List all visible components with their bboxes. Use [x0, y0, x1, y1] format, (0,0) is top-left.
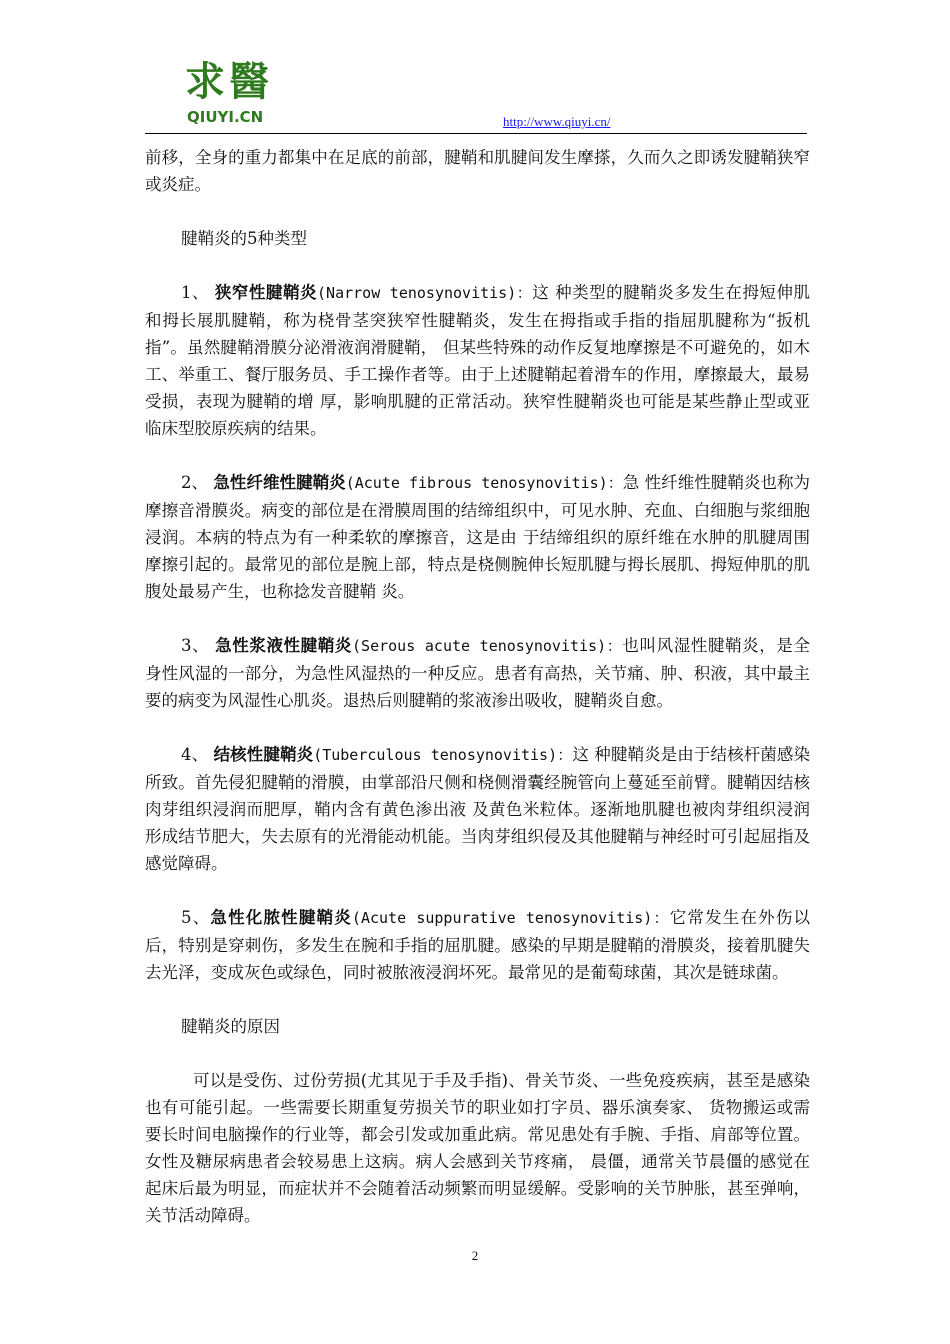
logo-glyphs: 求醫 [185, 58, 273, 105]
type-text: 也叫风湿性腱鞘炎，是全身性风湿的一部分，为急性风湿热的一种反应。患者有高热，关节痛、肿、积液，其中最主要的病变为风湿性心肌炎。退热后则腱鞘的浆液渗出吸收，腱鞘炎自愈。 [145, 636, 810, 710]
document-body [145, 144, 810, 1229]
type-label: 狭窄性腱鞘炎 [214, 283, 318, 302]
type-text: 这 种类型的腱鞘炎多发生在拇短伸肌和拇长展肌腱鞘，称为桡骨茎突狭窄性腱鞘炎，发生在拇指或手指的指屈肌腱称为“扳机指”。虽然腱鞘滑膜分泌滑液润滑腱鞘， 但某些特殊的动作反复地摩擦是不可避免的，如木工、举重工、餐厅服务员、手工操作者等。由于上述腱鞘起着滑车的作用，摩擦最大，最易受损，表现为腱鞘的增 厚，影响肌腱的正常活动。狭窄性腱鞘炎也可能是某些静止型或亚临床型胶原疾病的结果。 [145, 283, 811, 438]
type-english: (Acute fibrous tenosynovitis)： [345, 474, 623, 492]
type-english: (Tuberculous tenosynovitis)： [313, 746, 573, 764]
type-text: 急 性纤维性腱鞘炎也称为摩擦音滑膜炎。病变的部位是在滑膜周围的结缔组织中，可见水肿、充血、白细胞与浆细胞浸润。本病的特点为有一种柔软的摩擦音，这是由 于结缔组织的原纤维在水肿的肌腱周围摩擦引起的。最常见的部位是腕上部，特点是桡侧腕伸长短肌腱与拇长展肌、拇短伸肌的肌腹处最易产生，也称捻发音腱鞘 炎。 [145, 473, 810, 601]
type-text: 这 种腱鞘炎是由于结核杆菌感染所致。首先侵犯腱鞘的滑膜，由掌部沿尺侧和桡侧滑囊经腕管向上蔓延至前臂。腱鞘因结核肉芽组织浸润而肥厚，鞘内含有黄色渗出液 及黄色米粒体。逐渐地肌腱也被肉芽组织浸润形成结节肥大，失去原有的光滑能动机能。当肉芽组织侵及其他腱鞘与神经时可引起屈指及感觉障碍。 [145, 745, 811, 873]
logo-latin-name: QIUYI [187, 108, 234, 126]
type-paragraph-4 [145, 741, 810, 877]
site-url-link[interactable]: http://www.qiuyi.cn/ [503, 114, 611, 129]
type-paragraph-1 [145, 279, 810, 442]
type-label: 急性浆液性腱鞘炎 [215, 636, 353, 655]
section-heading-causes: 腱鞘炎的原因 [181, 1017, 280, 1036]
type-text: 它常发生在外伤以后，特别是穿刺伤，多发生在腕和手指的屈肌腱。感染的早期是腱鞘的滑膜炎，接着肌腱失去光泽，变成灰色或绿色，同时被脓液浸润坏死。最常见的是葡萄球菌，其次是链球菌。 [145, 908, 811, 982]
causes-paragraph: 可以是受伤、过份劳损(尤其见于手及手指)、骨关节炎、一些免疫疾病，甚至是感染也有可能引起。一些需要长期重复劳损关节的职业如打字员、器乐演奏家、 货物搬运或需要长时间电脑操作的行业等，都会引发或加重此病。常见患处有手腕、手指、肩部等位置。女性及糖尿病患者会较易患上这病。病人会感到关节疼痛， 晨僵，通常关节晨僵的感觉在起床后最为明显，而症状并不会随着活动频繁而明显缓解。受影响的关节肿胀，甚至弹响，关节活动障碍。 [145, 1071, 810, 1225]
type-label: 急性化脓性腱鞘炎 [210, 908, 352, 927]
type-english: (Serous acute tenosynovitis)： [352, 637, 623, 655]
type-number: 3、 [181, 636, 216, 655]
section-heading-types: 腱鞘炎的5种类型 [181, 229, 307, 248]
type-number: 4、 [181, 745, 214, 764]
type-paragraph-2 [145, 469, 810, 605]
type-paragraph-5 [145, 904, 810, 986]
logo-latin-cn: .CN [233, 108, 264, 126]
type-number: 2、 [181, 473, 214, 492]
page-header [145, 40, 807, 134]
intro-paragraph: 前移，全身的重力都集中在足底的前部，腱鞘和肌腱间发生摩搽，久而久之即诱发腱鞘狭窄或炎症。 [145, 148, 810, 194]
qiuyi-logo [185, 60, 295, 130]
type-english: (Acute suppurative tenosynovitis)： [351, 909, 670, 927]
type-number: 1、 [181, 283, 215, 302]
type-number: 5、 [181, 908, 211, 927]
page-number: 2 [471, 1248, 479, 1263]
type-english: (Narrow tenosynovitis)： [317, 284, 533, 302]
logo-latin [187, 108, 263, 126]
header-rule [145, 133, 807, 134]
type-label: 结核性腱鞘炎 [213, 745, 314, 764]
type-label: 急性纤维性腱鞘炎 [213, 473, 346, 492]
type-paragraph-3 [145, 632, 810, 714]
